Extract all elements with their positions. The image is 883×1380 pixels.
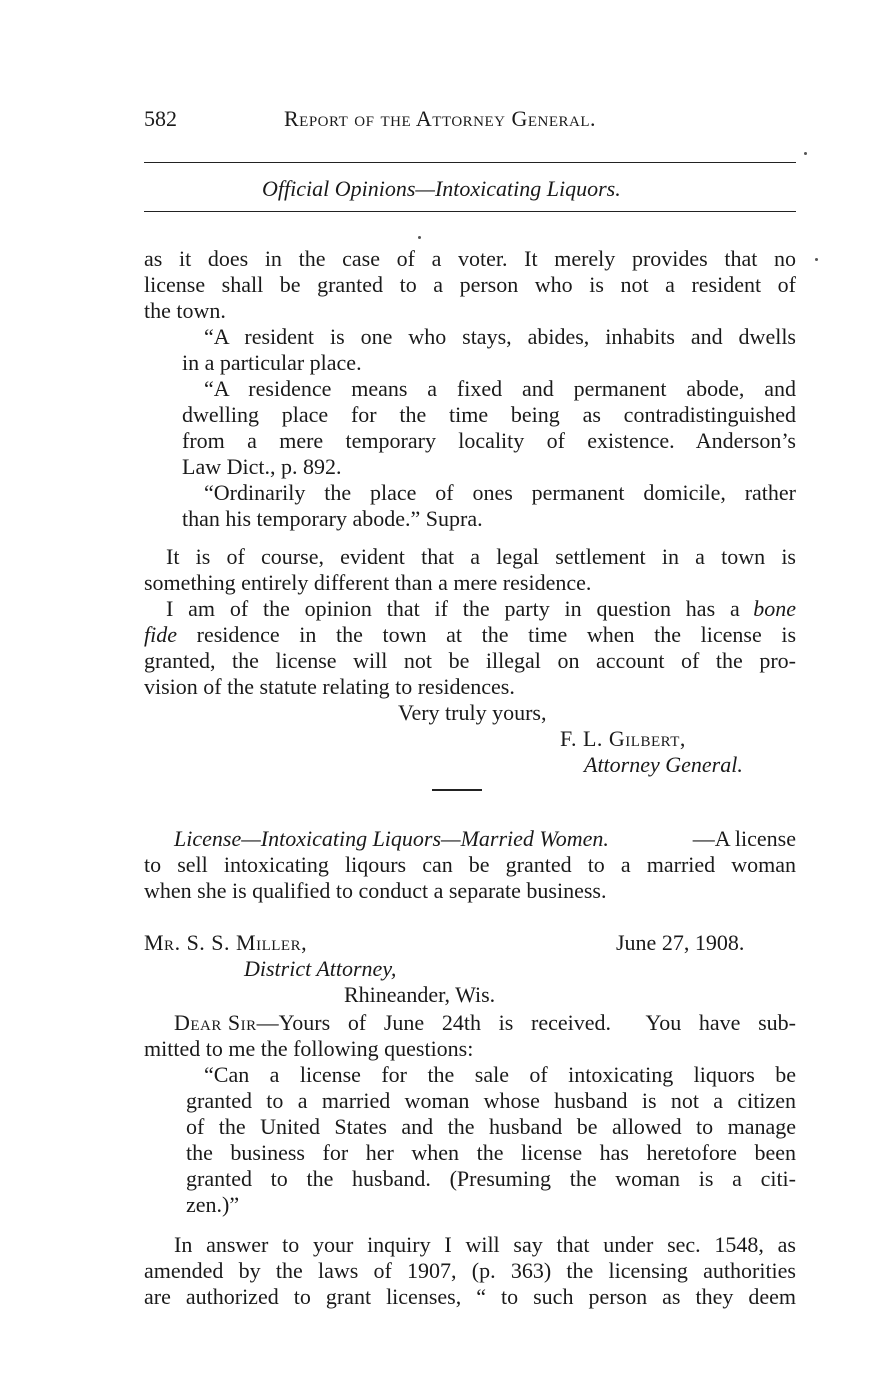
running-title: Report of the Attorney General. xyxy=(284,106,597,131)
headnote-text: —A license xyxy=(692,826,796,851)
body-line: as it does in the case of a voter. It merely provides that no xyxy=(144,246,796,271)
body-line: are authorized to grant licenses, “ to such person as they deem xyxy=(144,1284,796,1309)
body-line: granted, the license will not be illegal on account of the pro- xyxy=(144,648,796,673)
quote-line: “A resident is one who stays, abides, inhabits and dwells xyxy=(204,324,796,349)
addressee-name: Mr. S. S. Miller, xyxy=(144,930,308,955)
salutation: Dear Sir xyxy=(174,1010,257,1035)
body-line xyxy=(166,596,796,622)
addressee-place: Rhineander, Wis. xyxy=(344,982,496,1007)
quote-line: in a particular place. xyxy=(182,350,362,375)
scan-speck xyxy=(418,236,421,239)
quote-line: from a mere temporary locality of existence. Anderson’s xyxy=(182,428,796,453)
quote-line: “Can a license for the sale of intoxicating liquors be xyxy=(204,1062,796,1087)
quote-line: “Ordinarily the place of ones permanent domicile, rather xyxy=(204,480,796,505)
quote-line: granted to a married woman whose husband is not a citizen xyxy=(186,1088,796,1113)
scan-speck xyxy=(815,258,818,261)
quote-line: dwelling place for the time being as contradistinguished xyxy=(182,402,796,427)
quote-line: zen.)” xyxy=(186,1192,240,1217)
quote-line: Law Dict., p. 892. xyxy=(182,454,342,479)
section-title: Official Opinions—Intoxicating Liquors. xyxy=(262,176,621,201)
opinion-text: residence in the town at the time when the license is xyxy=(177,622,796,647)
section-divider xyxy=(432,789,482,791)
body-line: mitted to me the following questions: xyxy=(144,1036,474,1061)
quote-line: “A residence means a fixed and permanent abode, and xyxy=(204,376,796,401)
scan-speck xyxy=(804,152,807,155)
headnote-line xyxy=(174,826,796,852)
signer-name: F. L. Gilbert, xyxy=(560,726,686,751)
body-line xyxy=(174,1010,796,1036)
body-line: license shall be granted to a person who is not a resident of xyxy=(144,272,796,297)
page-number: 582 xyxy=(144,106,177,131)
closing: Very truly yours, xyxy=(398,700,547,725)
letter-text: —Yours of June 24th is received. You have sub- xyxy=(256,1010,796,1035)
quote-line: granted to the husband. (Presuming the woman is a citi- xyxy=(186,1166,796,1191)
opinion-text: I am of the opinion that if the party in question has a xyxy=(166,596,746,621)
body-line: In answer to your inquiry I will say that under sec. 1548, as xyxy=(174,1232,796,1257)
headnote-title: License—Intoxicating Liquors—Married Women. xyxy=(174,826,609,851)
body-line: the town. xyxy=(144,298,226,323)
quote-line: of the United States and the husband be allowed to manage xyxy=(186,1114,796,1139)
letter-date: June 27, 1908. xyxy=(616,930,745,955)
body-line: amended by the laws of 1907, (p. 363) the licensing authorities xyxy=(144,1258,796,1283)
latin-term: fide xyxy=(144,622,177,647)
body-line xyxy=(144,622,796,648)
body-line: something entirely different than a mere residence. xyxy=(144,570,592,595)
headnote-line: to sell intoxicating liqours can be granted to a married woman xyxy=(144,852,796,877)
quote-line: than his temporary abode.” Supra. xyxy=(182,506,483,531)
header-rule-top xyxy=(144,162,796,163)
header-rule-bottom xyxy=(144,211,796,212)
quote-line: the business for her when the license has heretofore been xyxy=(186,1140,796,1165)
addressee-title: District Attorney, xyxy=(244,956,397,981)
signer-title: Attorney General. xyxy=(584,752,743,777)
headnote-line: when she is qualified to conduct a separate business. xyxy=(144,878,607,903)
body-line: It is of course, evident that a legal settlement in a town is xyxy=(166,544,796,569)
body-line: vision of the statute relating to residences. xyxy=(144,674,515,699)
latin-term: bone xyxy=(753,596,796,621)
